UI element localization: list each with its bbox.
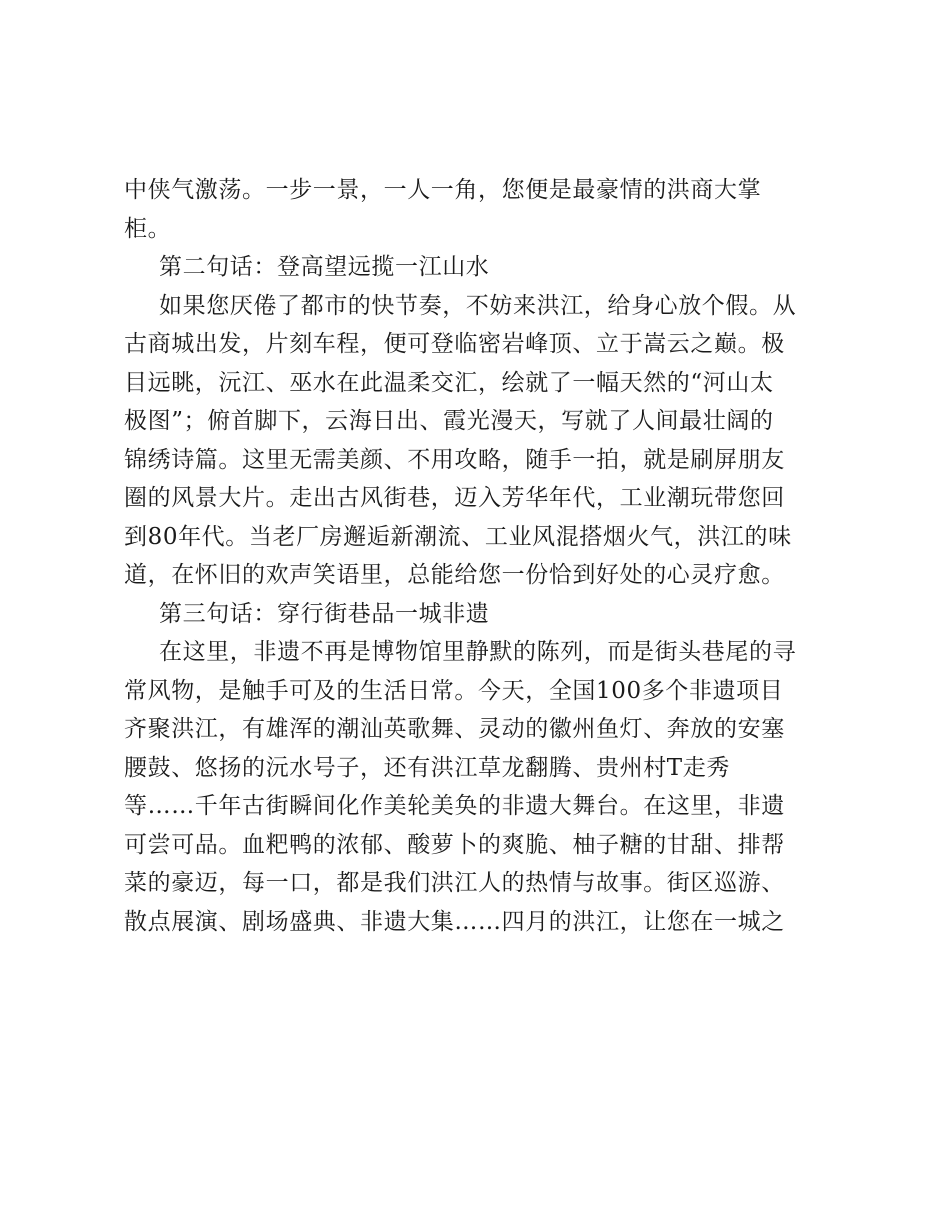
- heading-line: 第二句话：登高望远揽一江山水: [159, 254, 490, 280]
- text-line: 极图”；俯首脚下，云海日出、霞光漫天，写就了人间最壮阔的: [124, 408, 774, 434]
- text-line: 在这里，非遗不再是博物馆里静默的陈列，而是街头巷尾的寻: [159, 639, 797, 665]
- text-line: 锦绣诗篇。这里无需美颜、不用攻略，随手一拍，就是刷屏朋友: [124, 446, 785, 473]
- text-line: 等……千年古街瞬间化作美轮美奂的非遗大舞台。在这里，非遗: [124, 793, 785, 819]
- paragraph-continuation: [124, 171, 834, 248]
- section-heading-2: [124, 248, 834, 287]
- text-line: 圈的风景大片。走出古风街巷，迈入芳华年代，工业潮玩带您回: [124, 485, 785, 511]
- text-line: 可尝可品。血粑鸭的浓郁、酸萝卜的爽脆、柚子糖的甘甜、排帮: [124, 831, 785, 858]
- text-line: 如果您厌倦了都市的快节奏，不妨来洪江，给身心放个假。从: [159, 292, 797, 319]
- text-line: 齐聚洪江，有雄浑的潮汕英歌舞、灵动的徽州鱼灯、奔放的安塞: [124, 716, 785, 742]
- paragraph-body-2: [124, 287, 834, 595]
- text-line: 常风物，是触手可及的生活日常。今天，全国100多个非遗项目: [124, 677, 784, 704]
- text-line: 散点展演、剧场盛典、非遗大集……四月的洪江，让您在一城之: [124, 908, 785, 935]
- text-line: 腰鼓、悠扬的沅水号子，还有洪江草龙翻腾、贵州村T走秀: [124, 754, 730, 781]
- paragraph-body-3: [124, 633, 834, 941]
- text-line: 到80年代。当老厂房邂逅新潮流、工业风混搭烟火气，洪江的味: [124, 523, 792, 550]
- text-line: 目远眺，沅江、巫水在此温柔交汇，绘就了一幅天然的“河山太: [124, 369, 774, 396]
- document-page: [124, 171, 834, 941]
- section-heading-3: [124, 595, 834, 634]
- heading-line: 第三句话：穿行街巷品一城非遗: [159, 600, 490, 627]
- text-line: 柜。: [124, 215, 172, 242]
- text-line: 菜的豪迈，每一口，都是我们洪江人的热情与故事。街区巡游、: [124, 870, 785, 896]
- text-line: 中侠气激荡。一步一景，一人一角，您便是最豪情的洪商大掌: [124, 177, 762, 203]
- text-line: 古商城出发，片刻车程，便可登临密岩峰顶、立于嵩云之巅。极: [124, 331, 785, 357]
- text-line: 道，在怀旧的欢声笑语里，总能给您一份恰到好处的心灵疗愈。: [124, 562, 785, 588]
